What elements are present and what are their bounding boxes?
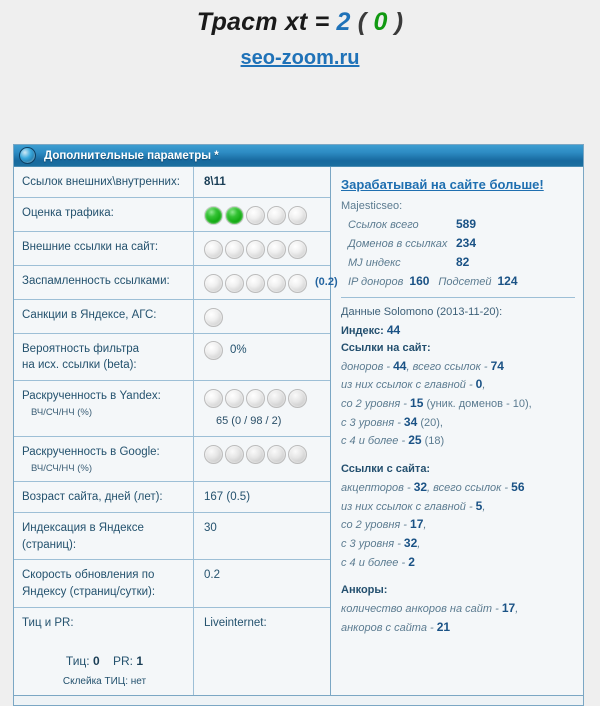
sanctions-rating-dots	[204, 307, 324, 327]
row-label	[14, 437, 194, 481]
outbound-num: 2	[408, 554, 415, 569]
anchor-line	[341, 618, 575, 637]
rating-dot	[246, 389, 265, 408]
row-label-line1: Индексация в Яндексе	[22, 522, 144, 535]
majestic-key: Доменов в ссылках	[348, 238, 448, 251]
majestic-title: Majesticseo:	[341, 199, 403, 212]
majestic-row	[341, 215, 575, 234]
outbound-num: 17	[410, 517, 424, 532]
row-label-line1: Вероятность фильтра	[22, 342, 140, 355]
side-info-column	[331, 167, 583, 695]
outbound-text: акцепторов -	[341, 481, 414, 494]
yandex-promotion-caption: 65 (0 / 98 / 2)	[216, 415, 282, 428]
inbound-text: со 2 уровня -	[341, 397, 411, 410]
filter-probability-percent: 0%	[230, 343, 247, 356]
row-value: 0.2	[204, 569, 220, 582]
row-value	[194, 198, 330, 231]
row-label-text: Раскрученность в Yandex:	[22, 390, 161, 403]
solomono-index-row	[341, 321, 575, 340]
rating-dot	[225, 445, 244, 464]
row-label: Санкции в Яндексе, АГС:	[14, 300, 194, 333]
inbound-text: с 3 уровня -	[341, 416, 404, 429]
outbound-line	[341, 534, 575, 553]
outbound-tail: ,	[482, 500, 486, 513]
rating-dot	[288, 274, 307, 293]
outbound-tail: ,	[417, 537, 421, 550]
trust-secondary-value: 0	[373, 8, 388, 36]
table-row	[14, 513, 330, 560]
inbound-line	[341, 357, 575, 376]
pr-value: 1	[136, 654, 144, 669]
majestic-key: MJ индекс	[348, 256, 401, 269]
row-label	[14, 381, 194, 436]
outbound-text: из них ссылок с главной -	[341, 500, 476, 513]
rating-dot	[204, 341, 223, 360]
ip-donors-value: 160	[409, 273, 430, 288]
outbound-line	[341, 478, 575, 497]
row-value	[194, 232, 330, 265]
inbound-line	[341, 394, 575, 413]
spacer	[341, 450, 575, 461]
rating-dot	[204, 445, 223, 464]
inbound-num: 25	[408, 433, 422, 448]
outbound-num: 32	[403, 535, 418, 550]
row-label-text: Раскрученность в Google:	[22, 445, 160, 458]
table-row	[14, 381, 330, 437]
row-label-line1: Скорость обновления по	[22, 569, 155, 582]
majestic-ip-row	[341, 272, 575, 291]
links-ext-int-value: 8\11	[204, 176, 226, 188]
row-value	[194, 167, 330, 197]
row-label	[14, 334, 194, 380]
row-value	[194, 381, 330, 436]
outbound-num2: 56	[511, 479, 525, 494]
traffic-rating-dots	[204, 205, 324, 225]
inbound-tail: (уник. доменов - 10),	[423, 397, 532, 410]
row-value: Liveinternet:	[204, 616, 267, 629]
panel-footer	[14, 695, 583, 705]
rating-dot	[246, 240, 265, 259]
table-row	[14, 232, 330, 266]
outbound-line	[341, 497, 575, 516]
rating-dot	[288, 389, 307, 408]
rating-dot	[225, 274, 244, 293]
row-value	[194, 266, 344, 299]
rating-dot	[267, 274, 286, 293]
outbound-num: 32	[413, 479, 428, 494]
rating-dot	[267, 206, 286, 225]
subnets-label: Подсетей	[438, 275, 492, 288]
row-label: Заспамленность ссылками:	[14, 266, 194, 299]
divider	[341, 297, 575, 298]
tic-pr-values	[22, 631, 187, 670]
rating-dot	[267, 389, 286, 408]
solomono-index-label: Индекс:	[341, 325, 384, 338]
anchor-num: 21	[436, 619, 451, 634]
rating-dot	[225, 389, 244, 408]
rating-dot	[204, 274, 223, 293]
row-value: 30	[204, 522, 217, 535]
majestic-value: 234	[456, 236, 477, 251]
outbound-tail: ,	[423, 519, 427, 532]
spam-rating-dots	[204, 273, 338, 293]
row-value: 167 (0.5)	[204, 491, 251, 504]
inbound-links-title: Ссылки на сайт:	[341, 341, 431, 354]
anchors-title: Анкоры:	[341, 584, 388, 597]
trust-title-prefix: Траст xt =	[196, 8, 337, 36]
trust-value: 2	[336, 8, 351, 36]
majestic-table	[341, 215, 575, 290]
additional-parameters-panel	[13, 144, 584, 706]
panel-body	[14, 167, 583, 695]
majestic-value: 589	[456, 217, 477, 232]
row-label-line2: (страниц):	[22, 538, 77, 551]
anchor-num: 17	[501, 601, 516, 616]
inbound-num: 15	[410, 395, 424, 410]
inbound-num2: 74	[490, 358, 504, 373]
table-row	[14, 560, 330, 607]
rating-dot	[204, 389, 223, 408]
tic-label: Тиц:	[65, 654, 90, 669]
rating-dot	[246, 445, 265, 464]
sklejka-row	[22, 671, 187, 690]
table-row	[14, 482, 330, 513]
row-sublabel: ВЧ/СЧ/НЧ (%)	[31, 406, 93, 418]
majestic-row	[341, 253, 575, 272]
outbound-text: с 4 и более -	[341, 556, 409, 569]
solomono-title: Данные Solomono (2013-11-20):	[341, 306, 503, 319]
outbound-text: со 2 уровня -	[341, 519, 411, 532]
inbound-num: 44	[393, 358, 407, 373]
inbound-text: из них ссылок с главной -	[341, 379, 476, 392]
inbound-tail: (18)	[421, 435, 445, 448]
inbound-line	[341, 413, 575, 432]
sklejka-value: нет	[130, 675, 147, 687]
inbound-text: доноров -	[341, 360, 394, 373]
row-value	[194, 437, 330, 481]
spacer	[341, 571, 575, 582]
anchor-text: анкоров с сайта -	[341, 621, 437, 634]
tic-value: 0	[92, 654, 100, 669]
table-row	[14, 167, 330, 198]
table-row	[14, 198, 330, 232]
title-block	[0, 0, 600, 70]
inbound-text: с 4 и более -	[341, 435, 409, 448]
earn-more-link[interactable]: Зарабатывай на сайте больше!	[341, 177, 544, 192]
row-label	[14, 513, 194, 559]
rating-dot	[288, 206, 307, 225]
rating-dot	[204, 308, 223, 327]
outbound-num: 5	[475, 498, 483, 513]
outbound-tail: , всего ссылок -	[427, 481, 512, 494]
rating-dot	[204, 206, 223, 225]
external-links-rating-dots	[204, 239, 324, 259]
rating-dot	[246, 206, 265, 225]
ip-donors-label: IP доноров	[348, 275, 404, 288]
trust-open-paren: (	[350, 8, 374, 36]
inbound-num: 34	[403, 414, 418, 429]
majestic-value: 82	[456, 254, 470, 269]
outbound-links-title: Ссылки с сайта:	[341, 463, 431, 476]
table-row	[14, 334, 330, 381]
row-label: Ссылок внешних\внутренних:	[14, 167, 194, 197]
row-label: Возраст сайта, дней (лет):	[14, 482, 194, 512]
parameters-table	[14, 167, 338, 695]
google-promotion-dots	[204, 444, 324, 464]
inbound-line	[341, 375, 575, 394]
spam-note: (0.2)	[315, 276, 338, 289]
globe-icon	[19, 147, 36, 164]
table-row	[14, 608, 330, 696]
table-row	[14, 266, 338, 300]
sklejka-label: Склейка ТИЦ:	[62, 675, 128, 687]
row-label-line2: Яндексу (страниц/сутки):	[22, 586, 156, 599]
anchor-tail: ,	[515, 603, 519, 616]
rating-dot	[267, 445, 286, 464]
rating-dot	[225, 206, 244, 225]
outbound-line	[341, 515, 575, 534]
pr-label: PR:	[113, 654, 134, 669]
row-value	[194, 334, 330, 380]
outbound-line	[341, 553, 575, 572]
panel-header-title: Дополнительные параметры *	[44, 149, 219, 162]
solomono-index-value: 44	[386, 323, 401, 338]
row-sublabel: ВЧ/СЧ/НЧ (%)	[31, 462, 93, 474]
rating-dot	[267, 240, 286, 259]
page-title	[0, 9, 600, 37]
majestic-key: Ссылок всего	[348, 219, 419, 232]
inbound-num: 0	[475, 377, 483, 392]
row-label: Внешние ссылки на сайт:	[14, 232, 194, 265]
rating-dot	[225, 240, 244, 259]
anchor-text: количество анкоров на сайт -	[341, 603, 502, 616]
rating-dot	[288, 240, 307, 259]
panel-header	[14, 145, 583, 167]
row-label	[14, 608, 194, 696]
row-value	[194, 300, 330, 333]
inbound-tail: , всего ссылок -	[406, 360, 491, 373]
trust-close-paren: )	[387, 8, 404, 36]
inbound-line	[341, 431, 575, 450]
row-label-line2: на исх. ссылки (beta):	[22, 359, 137, 372]
subnets-value: 124	[497, 273, 518, 288]
filter-probability-group	[204, 341, 324, 360]
yandex-promotion-dots	[204, 388, 324, 408]
table-row	[14, 437, 330, 482]
table-row	[14, 300, 330, 334]
rating-dot	[246, 274, 265, 293]
inbound-tail: (20),	[417, 416, 443, 429]
inbound-tail: ,	[482, 379, 486, 392]
row-label	[14, 560, 194, 606]
rating-dot	[288, 445, 307, 464]
row-label: Оценка трафика:	[14, 198, 194, 231]
outbound-text: с 3 уровня -	[341, 537, 404, 550]
anchor-line	[341, 599, 575, 618]
rating-dot	[204, 240, 223, 259]
site-link[interactable]: seo-zoom.ru	[240, 46, 360, 69]
tic-pr-label: Тиц и PR:	[22, 616, 74, 629]
majestic-row	[341, 234, 575, 253]
